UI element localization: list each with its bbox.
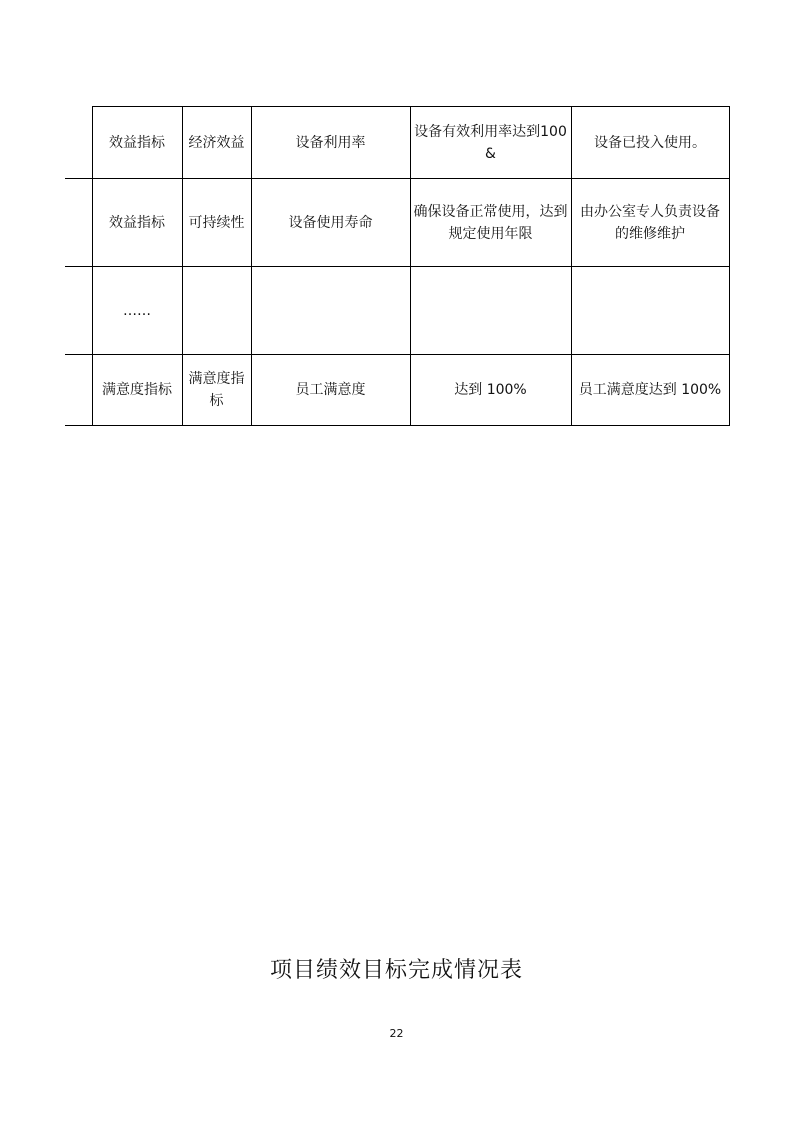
table-row (65, 355, 729, 426)
level3-indicator-cell (251, 267, 410, 355)
level2-indicator-cell: 经济效益 (182, 107, 251, 179)
merged-left-cell (65, 179, 92, 267)
table-row (65, 107, 729, 179)
level2-indicator-cell: 满意度指标 (182, 355, 251, 426)
level1-indicator-cell: 满意度指标 (92, 355, 182, 426)
merged-left-cell (65, 107, 92, 179)
level1-indicator-cell: 效益指标 (92, 107, 182, 179)
merged-left-cell (65, 267, 92, 355)
performance-indicator-table (65, 106, 730, 426)
document-title: 项目绩效目标完成情况表 (269, 958, 523, 983)
table-row (65, 179, 729, 267)
target-value-cell (410, 267, 571, 355)
completion-status-cell (571, 267, 729, 355)
completion-status-cell: 由办公室专人负责设备的维修维护 (571, 179, 729, 267)
level3-indicator-cell: 设备利用率 (251, 107, 410, 179)
completion-status-cell: 设备已投入使用。 (571, 107, 729, 179)
merged-left-cell (65, 355, 92, 426)
level1-indicator-cell: …… (92, 267, 182, 355)
completion-status-cell: 员工满意度达到 100% (571, 355, 729, 426)
level2-indicator-cell: 可持续性 (182, 179, 251, 267)
level1-indicator-cell: 效益指标 (92, 179, 182, 267)
level2-indicator-cell (182, 267, 251, 355)
target-value-cell: 设备有效利用率达到100& (410, 107, 571, 179)
level3-indicator-cell: 员工满意度 (251, 355, 410, 426)
table-row (65, 267, 729, 355)
target-value-cell: 确保设备正常使用，达到规定使用年限 (410, 179, 571, 267)
target-value-cell: 达到 100% (410, 355, 571, 426)
level3-indicator-cell: 设备使用寿命 (251, 179, 410, 267)
page-number: 22 (389, 1027, 404, 1040)
